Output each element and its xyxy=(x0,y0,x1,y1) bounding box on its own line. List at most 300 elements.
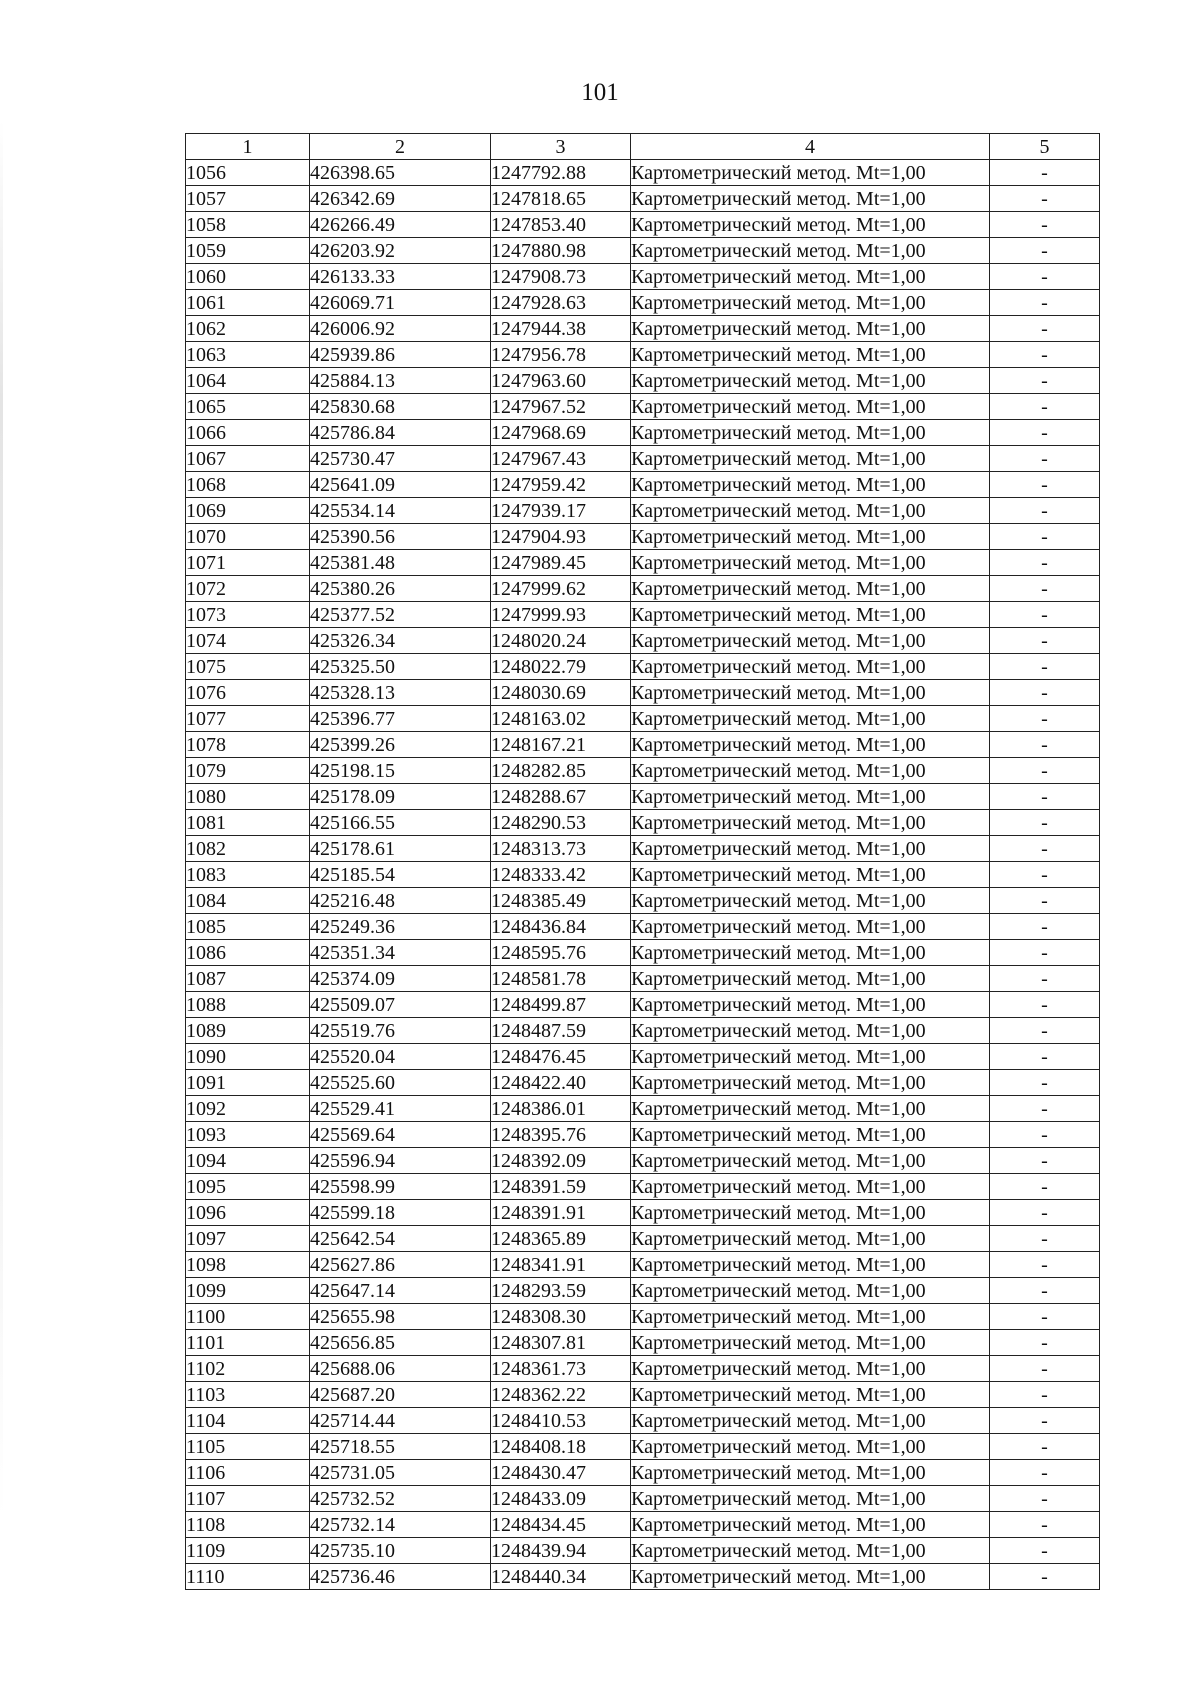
method-cell: Картометрический метод. Mt=1,00 xyxy=(631,212,990,238)
description-cell: - xyxy=(990,940,1100,966)
point-number-cell: 1068 xyxy=(186,472,310,498)
x-coordinate-cell: 425730.47 xyxy=(310,446,491,472)
method-cell: Картометрический метод. Mt=1,00 xyxy=(631,1122,990,1148)
description-cell: - xyxy=(990,1226,1100,1252)
y-coordinate-cell: 1247939.17 xyxy=(491,498,631,524)
table-row xyxy=(186,342,1100,368)
x-coordinate-cell: 425374.09 xyxy=(310,966,491,992)
y-coordinate-cell: 1247908.73 xyxy=(491,264,631,290)
point-number-cell: 1104 xyxy=(186,1408,310,1434)
x-coordinate-cell: 425687.20 xyxy=(310,1382,491,1408)
description-cell: - xyxy=(990,966,1100,992)
method-cell: Картометрический метод. Mt=1,00 xyxy=(631,524,990,550)
table-row xyxy=(186,1044,1100,1070)
y-coordinate-cell: 1248307.81 xyxy=(491,1330,631,1356)
table-row xyxy=(186,550,1100,576)
method-cell: Картометрический метод. Mt=1,00 xyxy=(631,1356,990,1382)
point-number-cell: 1073 xyxy=(186,602,310,628)
x-coordinate-cell: 425328.13 xyxy=(310,680,491,706)
y-coordinate-cell: 1248487.59 xyxy=(491,1018,631,1044)
method-cell: Картометрический метод. Mt=1,00 xyxy=(631,160,990,186)
point-number-cell: 1101 xyxy=(186,1330,310,1356)
method-cell: Картометрический метод. Mt=1,00 xyxy=(631,1200,990,1226)
method-cell: Картометрический метод. Mt=1,00 xyxy=(631,1538,990,1564)
description-cell: - xyxy=(990,394,1100,420)
description-cell: - xyxy=(990,758,1100,784)
x-coordinate-cell: 425529.41 xyxy=(310,1096,491,1122)
x-coordinate-cell: 426266.49 xyxy=(310,212,491,238)
method-cell: Картометрический метод. Mt=1,00 xyxy=(631,602,990,628)
y-coordinate-cell: 1248288.67 xyxy=(491,784,631,810)
description-cell: - xyxy=(990,1486,1100,1512)
x-coordinate-cell: 425326.34 xyxy=(310,628,491,654)
table-row xyxy=(186,212,1100,238)
method-cell: Картометрический метод. Mt=1,00 xyxy=(631,1018,990,1044)
point-number-cell: 1076 xyxy=(186,680,310,706)
scan-edge-shadow xyxy=(0,120,3,1520)
description-cell: - xyxy=(990,264,1100,290)
description-cell: - xyxy=(990,1096,1100,1122)
point-number-cell: 1058 xyxy=(186,212,310,238)
x-coordinate-cell: 425732.52 xyxy=(310,1486,491,1512)
x-coordinate-cell: 426069.71 xyxy=(310,290,491,316)
header-cell-point-number: 1 xyxy=(186,134,310,160)
y-coordinate-cell: 1247999.62 xyxy=(491,576,631,602)
x-coordinate-cell: 425396.77 xyxy=(310,706,491,732)
description-cell: - xyxy=(990,810,1100,836)
description-cell: - xyxy=(990,186,1100,212)
x-coordinate-cell: 426398.65 xyxy=(310,160,491,186)
x-coordinate-cell: 425380.26 xyxy=(310,576,491,602)
y-coordinate-cell: 1248293.59 xyxy=(491,1278,631,1304)
description-cell: - xyxy=(990,472,1100,498)
description-cell: - xyxy=(990,1564,1100,1590)
method-cell: Картометрический метод. Mt=1,00 xyxy=(631,1460,990,1486)
description-cell: - xyxy=(990,862,1100,888)
description-cell: - xyxy=(990,992,1100,1018)
description-cell: - xyxy=(990,446,1100,472)
description-cell: - xyxy=(990,1538,1100,1564)
x-coordinate-cell: 425178.61 xyxy=(310,836,491,862)
table-row xyxy=(186,524,1100,550)
x-coordinate-cell: 425627.86 xyxy=(310,1252,491,1278)
table-row xyxy=(186,186,1100,212)
table-row xyxy=(186,1174,1100,1200)
description-cell: - xyxy=(990,914,1100,940)
method-cell: Картометрический метод. Mt=1,00 xyxy=(631,1382,990,1408)
description-cell: - xyxy=(990,1018,1100,1044)
table-row xyxy=(186,1408,1100,1434)
table-row xyxy=(186,706,1100,732)
x-coordinate-cell: 425735.10 xyxy=(310,1538,491,1564)
table-row xyxy=(186,1382,1100,1408)
point-number-cell: 1098 xyxy=(186,1252,310,1278)
y-coordinate-cell: 1248386.01 xyxy=(491,1096,631,1122)
x-coordinate-cell: 425377.52 xyxy=(310,602,491,628)
description-cell: - xyxy=(990,602,1100,628)
y-coordinate-cell: 1247880.98 xyxy=(491,238,631,264)
x-coordinate-cell: 425178.09 xyxy=(310,784,491,810)
table-row xyxy=(186,576,1100,602)
y-coordinate-cell: 1247818.65 xyxy=(491,186,631,212)
point-number-cell: 1077 xyxy=(186,706,310,732)
y-coordinate-cell: 1247967.43 xyxy=(491,446,631,472)
point-number-cell: 1107 xyxy=(186,1486,310,1512)
header-cell-x-coordinate: 2 xyxy=(310,134,491,160)
table-row xyxy=(186,940,1100,966)
x-coordinate-cell: 425736.46 xyxy=(310,1564,491,1590)
description-cell: - xyxy=(990,732,1100,758)
y-coordinate-cell: 1248282.85 xyxy=(491,758,631,784)
method-cell: Картометрический метод. Mt=1,00 xyxy=(631,654,990,680)
description-cell: - xyxy=(990,680,1100,706)
method-cell: Картометрический метод. Mt=1,00 xyxy=(631,1330,990,1356)
table-row xyxy=(186,966,1100,992)
y-coordinate-cell: 1248408.18 xyxy=(491,1434,631,1460)
point-number-cell: 1097 xyxy=(186,1226,310,1252)
table-row xyxy=(186,446,1100,472)
method-cell: Картометрический метод. Mt=1,00 xyxy=(631,1148,990,1174)
point-number-cell: 1092 xyxy=(186,1096,310,1122)
x-coordinate-cell: 425732.14 xyxy=(310,1512,491,1538)
description-cell: - xyxy=(990,1070,1100,1096)
point-number-cell: 1105 xyxy=(186,1434,310,1460)
method-cell: Картометрический метод. Mt=1,00 xyxy=(631,810,990,836)
point-number-cell: 1065 xyxy=(186,394,310,420)
description-cell: - xyxy=(990,1330,1100,1356)
point-number-cell: 1057 xyxy=(186,186,310,212)
x-coordinate-cell: 426133.33 xyxy=(310,264,491,290)
description-cell: - xyxy=(990,420,1100,446)
table-row xyxy=(186,888,1100,914)
y-coordinate-cell: 1248595.76 xyxy=(491,940,631,966)
point-number-cell: 1078 xyxy=(186,732,310,758)
x-coordinate-cell: 425520.04 xyxy=(310,1044,491,1070)
method-cell: Картометрический метод. Mt=1,00 xyxy=(631,446,990,472)
point-number-cell: 1059 xyxy=(186,238,310,264)
method-cell: Картометрический метод. Mt=1,00 xyxy=(631,836,990,862)
y-coordinate-cell: 1247963.60 xyxy=(491,368,631,394)
method-cell: Картометрический метод. Mt=1,00 xyxy=(631,1408,990,1434)
point-number-cell: 1100 xyxy=(186,1304,310,1330)
method-cell: Картометрический метод. Mt=1,00 xyxy=(631,1512,990,1538)
description-cell: - xyxy=(990,628,1100,654)
y-coordinate-cell: 1248440.34 xyxy=(491,1564,631,1590)
y-coordinate-cell: 1247959.42 xyxy=(491,472,631,498)
point-number-cell: 1088 xyxy=(186,992,310,1018)
y-coordinate-cell: 1248392.09 xyxy=(491,1148,631,1174)
y-coordinate-cell: 1248391.91 xyxy=(491,1200,631,1226)
table-row xyxy=(186,654,1100,680)
x-coordinate-cell: 425185.54 xyxy=(310,862,491,888)
table-row xyxy=(186,1512,1100,1538)
point-number-cell: 1084 xyxy=(186,888,310,914)
method-cell: Картометрический метод. Mt=1,00 xyxy=(631,1278,990,1304)
method-cell: Картометрический метод. Mt=1,00 xyxy=(631,1434,990,1460)
method-cell: Картометрический метод. Mt=1,00 xyxy=(631,420,990,446)
method-cell: Картометрический метод. Mt=1,00 xyxy=(631,264,990,290)
table-row xyxy=(186,758,1100,784)
y-coordinate-cell: 1248361.73 xyxy=(491,1356,631,1382)
x-coordinate-cell: 425249.36 xyxy=(310,914,491,940)
table-row xyxy=(186,1018,1100,1044)
y-coordinate-cell: 1247904.93 xyxy=(491,524,631,550)
table-row xyxy=(186,914,1100,940)
header-cell-y-coordinate: 3 xyxy=(491,134,631,160)
table-row xyxy=(186,1122,1100,1148)
y-coordinate-cell: 1248167.21 xyxy=(491,732,631,758)
point-number-cell: 1082 xyxy=(186,836,310,862)
x-coordinate-cell: 425509.07 xyxy=(310,992,491,1018)
description-cell: - xyxy=(990,1304,1100,1330)
y-coordinate-cell: 1248362.22 xyxy=(491,1382,631,1408)
table-row xyxy=(186,1096,1100,1122)
table-row xyxy=(186,238,1100,264)
x-coordinate-cell: 425656.85 xyxy=(310,1330,491,1356)
x-coordinate-cell: 425216.48 xyxy=(310,888,491,914)
point-number-cell: 1093 xyxy=(186,1122,310,1148)
header-cell-description: 5 xyxy=(990,134,1100,160)
description-cell: - xyxy=(990,1174,1100,1200)
table-row xyxy=(186,862,1100,888)
description-cell: - xyxy=(990,316,1100,342)
point-number-cell: 1110 xyxy=(186,1564,310,1590)
x-coordinate-cell: 425519.76 xyxy=(310,1018,491,1044)
x-coordinate-cell: 425718.55 xyxy=(310,1434,491,1460)
description-cell: - xyxy=(990,1200,1100,1226)
description-cell: - xyxy=(990,1460,1100,1486)
y-coordinate-cell: 1247999.93 xyxy=(491,602,631,628)
table-row xyxy=(186,1200,1100,1226)
description-cell: - xyxy=(990,836,1100,862)
description-cell: - xyxy=(990,1122,1100,1148)
method-cell: Картометрический метод. Mt=1,00 xyxy=(631,342,990,368)
method-cell: Картометрический метод. Mt=1,00 xyxy=(631,628,990,654)
method-cell: Картометрический метод. Mt=1,00 xyxy=(631,862,990,888)
description-cell: - xyxy=(990,524,1100,550)
table-row xyxy=(186,1148,1100,1174)
page-number: 101 xyxy=(581,79,619,106)
method-cell: Картометрический метод. Mt=1,00 xyxy=(631,1304,990,1330)
x-coordinate-cell: 426203.92 xyxy=(310,238,491,264)
table-header xyxy=(186,134,1100,160)
description-cell: - xyxy=(990,576,1100,602)
x-coordinate-cell: 425731.05 xyxy=(310,1460,491,1486)
y-coordinate-cell: 1248313.73 xyxy=(491,836,631,862)
table-row xyxy=(186,1226,1100,1252)
y-coordinate-cell: 1248163.02 xyxy=(491,706,631,732)
table-row xyxy=(186,1330,1100,1356)
description-cell: - xyxy=(990,368,1100,394)
point-number-cell: 1067 xyxy=(186,446,310,472)
x-coordinate-cell: 425351.34 xyxy=(310,940,491,966)
description-cell: - xyxy=(990,498,1100,524)
y-coordinate-cell: 1248020.24 xyxy=(491,628,631,654)
x-coordinate-cell: 425569.64 xyxy=(310,1122,491,1148)
table-row xyxy=(186,394,1100,420)
x-coordinate-cell: 425596.94 xyxy=(310,1148,491,1174)
header-row xyxy=(186,134,1100,160)
x-coordinate-cell: 425381.48 xyxy=(310,550,491,576)
method-cell: Картометрический метод. Mt=1,00 xyxy=(631,1486,990,1512)
point-number-cell: 1080 xyxy=(186,784,310,810)
y-coordinate-cell: 1248436.84 xyxy=(491,914,631,940)
y-coordinate-cell: 1247928.63 xyxy=(491,290,631,316)
method-cell: Картометрический метод. Mt=1,00 xyxy=(631,472,990,498)
x-coordinate-cell: 426342.69 xyxy=(310,186,491,212)
method-cell: Картометрический метод. Mt=1,00 xyxy=(631,1564,990,1590)
method-cell: Картометрический метод. Mt=1,00 xyxy=(631,1226,990,1252)
x-coordinate-cell: 425166.55 xyxy=(310,810,491,836)
point-number-cell: 1085 xyxy=(186,914,310,940)
description-cell: - xyxy=(990,1512,1100,1538)
y-coordinate-cell: 1248434.45 xyxy=(491,1512,631,1538)
y-coordinate-cell: 1248341.91 xyxy=(491,1252,631,1278)
point-number-cell: 1102 xyxy=(186,1356,310,1382)
point-number-cell: 1069 xyxy=(186,498,310,524)
x-coordinate-cell: 426006.92 xyxy=(310,316,491,342)
table-row xyxy=(186,1252,1100,1278)
description-cell: - xyxy=(990,550,1100,576)
point-number-cell: 1079 xyxy=(186,758,310,784)
x-coordinate-cell: 425786.84 xyxy=(310,420,491,446)
table-row xyxy=(186,1538,1100,1564)
method-cell: Картометрический метод. Mt=1,00 xyxy=(631,238,990,264)
y-coordinate-cell: 1248391.59 xyxy=(491,1174,631,1200)
x-coordinate-cell: 425641.09 xyxy=(310,472,491,498)
y-coordinate-cell: 1248030.69 xyxy=(491,680,631,706)
point-number-cell: 1099 xyxy=(186,1278,310,1304)
method-cell: Картометрический метод. Mt=1,00 xyxy=(631,706,990,732)
point-number-cell: 1074 xyxy=(186,628,310,654)
x-coordinate-cell: 425525.60 xyxy=(310,1070,491,1096)
point-number-cell: 1060 xyxy=(186,264,310,290)
table-row xyxy=(186,1460,1100,1486)
point-number-cell: 1083 xyxy=(186,862,310,888)
x-coordinate-cell: 425598.99 xyxy=(310,1174,491,1200)
table-row xyxy=(186,784,1100,810)
method-cell: Картометрический метод. Mt=1,00 xyxy=(631,394,990,420)
table-row xyxy=(186,1434,1100,1460)
table-row xyxy=(186,290,1100,316)
point-number-cell: 1086 xyxy=(186,940,310,966)
x-coordinate-cell: 425939.86 xyxy=(310,342,491,368)
description-cell: - xyxy=(990,654,1100,680)
table-body xyxy=(186,160,1100,1590)
method-cell: Картометрический метод. Mt=1,00 xyxy=(631,550,990,576)
table-row xyxy=(186,992,1100,1018)
x-coordinate-cell: 425399.26 xyxy=(310,732,491,758)
description-cell: - xyxy=(990,290,1100,316)
description-cell: - xyxy=(990,1382,1100,1408)
method-cell: Картометрический метод. Mt=1,00 xyxy=(631,368,990,394)
x-coordinate-cell: 425884.13 xyxy=(310,368,491,394)
table-row xyxy=(186,368,1100,394)
point-number-cell: 1063 xyxy=(186,342,310,368)
method-cell: Картометрический метод. Mt=1,00 xyxy=(631,1096,990,1122)
point-number-cell: 1108 xyxy=(186,1512,310,1538)
y-coordinate-cell: 1248365.89 xyxy=(491,1226,631,1252)
table-row xyxy=(186,160,1100,186)
y-coordinate-cell: 1247967.52 xyxy=(491,394,631,420)
table-row xyxy=(186,316,1100,342)
point-number-cell: 1062 xyxy=(186,316,310,342)
table-row xyxy=(186,1304,1100,1330)
method-cell: Картометрический метод. Mt=1,00 xyxy=(631,290,990,316)
method-cell: Картометрический метод. Mt=1,00 xyxy=(631,1070,990,1096)
x-coordinate-cell: 425599.18 xyxy=(310,1200,491,1226)
description-cell: - xyxy=(990,212,1100,238)
y-coordinate-cell: 1247853.40 xyxy=(491,212,631,238)
description-cell: - xyxy=(990,706,1100,732)
table-row xyxy=(186,420,1100,446)
point-number-cell: 1095 xyxy=(186,1174,310,1200)
point-number-cell: 1090 xyxy=(186,1044,310,1070)
description-cell: - xyxy=(990,1148,1100,1174)
y-coordinate-cell: 1248410.53 xyxy=(491,1408,631,1434)
table-row xyxy=(186,680,1100,706)
point-number-cell: 1070 xyxy=(186,524,310,550)
x-coordinate-cell: 425642.54 xyxy=(310,1226,491,1252)
point-number-cell: 1064 xyxy=(186,368,310,394)
method-cell: Картометрический метод. Mt=1,00 xyxy=(631,914,990,940)
method-cell: Картометрический метод. Mt=1,00 xyxy=(631,1044,990,1070)
x-coordinate-cell: 425830.68 xyxy=(310,394,491,420)
y-coordinate-cell: 1248499.87 xyxy=(491,992,631,1018)
y-coordinate-cell: 1248385.49 xyxy=(491,888,631,914)
method-cell: Картометрический метод. Mt=1,00 xyxy=(631,992,990,1018)
point-number-cell: 1094 xyxy=(186,1148,310,1174)
y-coordinate-cell: 1248433.09 xyxy=(491,1486,631,1512)
x-coordinate-cell: 425534.14 xyxy=(310,498,491,524)
y-coordinate-cell: 1248439.94 xyxy=(491,1538,631,1564)
method-cell: Картометрический метод. Mt=1,00 xyxy=(631,888,990,914)
method-cell: Картометрический метод. Mt=1,00 xyxy=(631,940,990,966)
description-cell: - xyxy=(990,342,1100,368)
point-number-cell: 1072 xyxy=(186,576,310,602)
description-cell: - xyxy=(990,888,1100,914)
table-row xyxy=(186,1356,1100,1382)
x-coordinate-cell: 425390.56 xyxy=(310,524,491,550)
table-row xyxy=(186,264,1100,290)
y-coordinate-cell: 1248395.76 xyxy=(491,1122,631,1148)
description-cell: - xyxy=(990,1434,1100,1460)
point-number-cell: 1066 xyxy=(186,420,310,446)
point-number-cell: 1081 xyxy=(186,810,310,836)
y-coordinate-cell: 1247968.69 xyxy=(491,420,631,446)
y-coordinate-cell: 1247792.88 xyxy=(491,160,631,186)
y-coordinate-cell: 1248476.45 xyxy=(491,1044,631,1070)
table-row xyxy=(186,836,1100,862)
description-cell: - xyxy=(990,784,1100,810)
method-cell: Картометрический метод. Mt=1,00 xyxy=(631,784,990,810)
description-cell: - xyxy=(990,1278,1100,1304)
table-row xyxy=(186,498,1100,524)
table-row xyxy=(186,1486,1100,1512)
table-row xyxy=(186,1278,1100,1304)
table-row xyxy=(186,810,1100,836)
x-coordinate-cell: 425714.44 xyxy=(310,1408,491,1434)
y-coordinate-cell: 1248022.79 xyxy=(491,654,631,680)
table-row xyxy=(186,732,1100,758)
y-coordinate-cell: 1247989.45 xyxy=(491,550,631,576)
table-row xyxy=(186,1070,1100,1096)
x-coordinate-cell: 425198.15 xyxy=(310,758,491,784)
description-cell: - xyxy=(990,160,1100,186)
description-cell: - xyxy=(990,238,1100,264)
description-cell: - xyxy=(990,1408,1100,1434)
point-number-cell: 1089 xyxy=(186,1018,310,1044)
